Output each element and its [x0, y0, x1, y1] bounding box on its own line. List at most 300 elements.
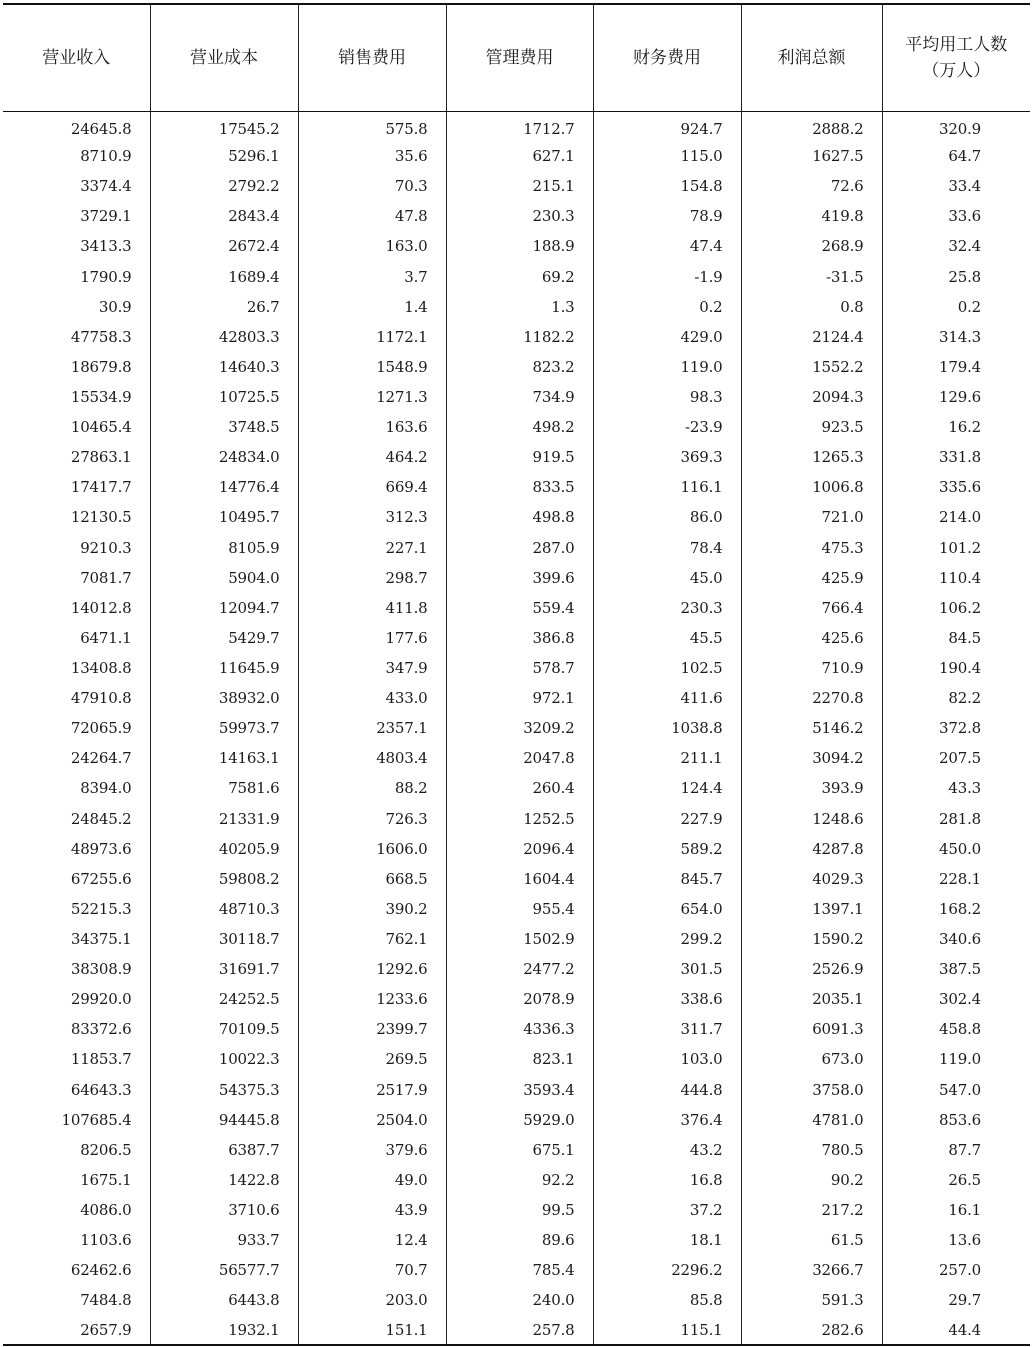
table-cell: 547.0	[939, 1080, 981, 1099]
table-cell: 933.7	[150, 1225, 298, 1255]
table-cell: 726.3	[298, 804, 446, 834]
table-cell: 26.7	[150, 292, 298, 322]
table-cell: 227.9	[593, 804, 741, 834]
table-cell: 589.2	[593, 834, 741, 864]
table-cell: 3266.7	[741, 1255, 882, 1285]
table-row	[3, 593, 1030, 623]
table-cell: 475.3	[741, 533, 882, 563]
table-cell: 1006.8	[741, 472, 882, 502]
table-cell: 2843.4	[150, 201, 298, 231]
table-cell: 340.6	[939, 930, 981, 948]
table-cell: 163.6	[298, 412, 446, 442]
table-row	[3, 653, 1030, 683]
table-cell: 9210.3	[3, 533, 150, 563]
table-cell: 433.0	[298, 683, 446, 713]
table-row	[3, 834, 1030, 864]
table-cell: 106.2	[939, 598, 981, 617]
table-cell: 411.6	[593, 683, 741, 713]
table-cell: 72.6	[741, 171, 882, 201]
table-cell: 2270.8	[741, 683, 882, 713]
table-cell: 7581.6	[150, 773, 298, 803]
table-cell: 260.4	[446, 773, 593, 803]
table-cell: 40205.9	[150, 834, 298, 864]
table-cell: 5146.2	[741, 713, 882, 743]
table-cell: 498.2	[446, 412, 593, 442]
table-cell: 228.1	[939, 869, 981, 888]
table-cell: 390.2	[298, 894, 446, 924]
table-cell: -1.9	[593, 262, 741, 292]
table-row	[3, 1225, 1030, 1255]
table-cell: 2888.2	[741, 111, 882, 141]
table-cell: 5904.0	[150, 563, 298, 593]
table-cell: 12094.7	[150, 593, 298, 623]
table-cell: 2517.9	[298, 1075, 446, 1105]
table-cell: 3593.4	[446, 1075, 593, 1105]
table-cell: 24252.5	[150, 984, 298, 1014]
table-cell: 17545.2	[150, 111, 298, 141]
table-cell: 3748.5	[150, 412, 298, 442]
table-cell: 1790.9	[3, 262, 150, 292]
table-cell: 3729.1	[3, 201, 150, 231]
table-cell: 5929.0	[446, 1105, 593, 1135]
table-cell: 1590.2	[741, 924, 882, 954]
table-cell: 823.1	[446, 1044, 593, 1074]
table-cell: 12130.5	[3, 502, 150, 532]
table-cell: 372.8	[939, 719, 981, 738]
table-cell: 215.1	[446, 171, 593, 201]
table-cell: 47.8	[298, 201, 446, 231]
table-row	[3, 292, 1030, 322]
table-cell: 42803.3	[150, 322, 298, 352]
table-cell: 217.2	[741, 1195, 882, 1225]
table-cell: 88.2	[298, 773, 446, 803]
table-cell: 1502.9	[446, 924, 593, 954]
table-cell: 311.7	[593, 1014, 741, 1044]
table-cell: 281.8	[939, 809, 981, 828]
table-cell: 24645.8	[3, 111, 150, 141]
table-cell: 923.5	[741, 412, 882, 442]
table-cell: 320.9	[939, 120, 981, 139]
table-cell: 833.5	[446, 472, 593, 502]
table-cell: 314.3	[939, 327, 981, 346]
table-cell: 2047.8	[446, 743, 593, 773]
table-row	[3, 804, 1030, 834]
table-row	[3, 1285, 1030, 1315]
table-cell: 179.4	[939, 357, 981, 376]
table-cell: 780.5	[741, 1135, 882, 1165]
table-cell: 1103.6	[3, 1225, 150, 1255]
table-cell: 2124.4	[741, 322, 882, 352]
table-cell: 101.2	[939, 538, 981, 557]
table-cell: 853.6	[939, 1110, 981, 1129]
table-cell: 17417.7	[3, 472, 150, 502]
table-row	[3, 563, 1030, 593]
table-cell: 59973.7	[150, 713, 298, 743]
table-cell: 673.0	[741, 1044, 882, 1074]
table-cell: 54375.3	[150, 1075, 298, 1105]
table-cell: 4029.3	[741, 864, 882, 894]
table-cell: 48710.3	[150, 894, 298, 924]
table-cell: 1248.6	[741, 804, 882, 834]
table-cell: 6091.3	[741, 1014, 882, 1044]
table-cell: 2526.9	[741, 954, 882, 984]
table-cell: 269.5	[298, 1044, 446, 1074]
table-row	[3, 1014, 1030, 1044]
table-cell: 919.5	[446, 442, 593, 472]
table-cell: 429.0	[593, 322, 741, 352]
table-cell: 627.1	[446, 141, 593, 171]
table-cell: 24845.2	[3, 804, 150, 834]
table-cell: 59808.2	[150, 864, 298, 894]
table-cell: 3209.2	[446, 713, 593, 743]
table-cell: 2657.9	[3, 1315, 150, 1345]
table-row	[3, 894, 1030, 924]
table-row	[3, 924, 1030, 954]
table-cell: 444.8	[593, 1075, 741, 1105]
table-cell: 25.8	[948, 267, 981, 286]
table-row	[3, 623, 1030, 653]
table-cell: 2672.4	[150, 231, 298, 261]
table-cell: 47.4	[593, 231, 741, 261]
table-row	[3, 1105, 1030, 1135]
table-cell: 70.7	[298, 1255, 446, 1285]
table-cell: 4086.0	[3, 1195, 150, 1225]
table-row	[3, 954, 1030, 984]
table-cell: 34375.1	[3, 924, 150, 954]
table-cell: 87.7	[948, 1140, 981, 1159]
table-cell: 24834.0	[150, 442, 298, 472]
table-cell: 578.7	[446, 653, 593, 683]
table-cell: 119.0	[593, 352, 741, 382]
table-row	[3, 442, 1030, 472]
table-cell: 1292.6	[298, 954, 446, 984]
table-cell: 163.0	[298, 231, 446, 261]
table-cell: 7484.8	[3, 1285, 150, 1315]
table-cell: 8710.9	[3, 141, 150, 171]
table-cell: 45.5	[593, 623, 741, 653]
table-cell: 48973.6	[3, 834, 150, 864]
table-cell: 6471.1	[3, 623, 150, 653]
table-cell: 3710.6	[150, 1195, 298, 1225]
table-cell: 230.3	[446, 201, 593, 231]
table-cell: 710.9	[741, 653, 882, 683]
table-cell: 4803.4	[298, 743, 446, 773]
table-cell: 29920.0	[3, 984, 150, 1014]
table-cell: 425.9	[741, 563, 882, 593]
table-cell: 6443.8	[150, 1285, 298, 1315]
table-cell: 190.4	[939, 659, 981, 678]
table-cell: 3374.4	[3, 171, 150, 201]
table-cell: 13.6	[948, 1231, 981, 1250]
table-cell: 43.2	[593, 1135, 741, 1165]
table-cell: 331.8	[939, 448, 981, 467]
table-cell: 268.9	[741, 231, 882, 261]
table-cell: 845.7	[593, 864, 741, 894]
table-cell: 10465.4	[3, 412, 150, 442]
table-cell: 1252.5	[446, 804, 593, 834]
table-cell: 7081.7	[3, 563, 150, 593]
table-cell: 575.8	[298, 111, 446, 141]
table-row	[3, 1075, 1030, 1105]
table-cell: 8394.0	[3, 773, 150, 803]
table-row	[3, 502, 1030, 532]
table-cell: 78.9	[593, 201, 741, 231]
table-cell: 287.0	[446, 533, 593, 563]
table-cell: 14776.4	[150, 472, 298, 502]
table-row	[3, 352, 1030, 382]
table-cell: 4781.0	[741, 1105, 882, 1135]
table-cell: 43.3	[948, 779, 981, 798]
table-cell: 1689.4	[150, 262, 298, 292]
table-cell: 1038.8	[593, 713, 741, 743]
table-cell: 0.2	[593, 292, 741, 322]
table-cell: 211.1	[593, 743, 741, 773]
table-cell: 47910.8	[3, 683, 150, 713]
table-cell: 29.7	[948, 1291, 981, 1310]
table-row	[3, 1195, 1030, 1225]
table-cell: 30.9	[3, 292, 150, 322]
table-cell: 3094.2	[741, 743, 882, 773]
table-row	[3, 171, 1030, 201]
table-cell: 16.8	[593, 1165, 741, 1195]
table-cell: 376.4	[593, 1105, 741, 1135]
table-cell: 1675.1	[3, 1165, 150, 1195]
table-cell: 67255.6	[3, 864, 150, 894]
table-row	[3, 1315, 1030, 1345]
table-cell: 102.5	[593, 653, 741, 683]
table-cell: 33.4	[948, 177, 981, 196]
header-admin-expense: 管理费用	[446, 4, 593, 111]
table-cell: 1182.2	[446, 322, 593, 352]
table-row	[3, 111, 1030, 141]
table-cell: 1233.6	[298, 984, 446, 1014]
table-cell: 8105.9	[150, 533, 298, 563]
table-cell: 13408.8	[3, 653, 150, 683]
table-cell: 90.2	[741, 1165, 882, 1195]
table-cell: 734.9	[446, 382, 593, 412]
table-cell: 43.9	[298, 1195, 446, 1225]
table-cell: 766.4	[741, 593, 882, 623]
table-cell: 312.3	[298, 502, 446, 532]
table-cell: 2078.9	[446, 984, 593, 1014]
table-row	[3, 864, 1030, 894]
table-cell: -23.9	[593, 412, 741, 442]
table-row	[3, 141, 1030, 171]
table-row	[3, 533, 1030, 563]
table-cell: 99.5	[446, 1195, 593, 1225]
table-cell: 301.5	[593, 954, 741, 984]
table-row	[3, 984, 1030, 1014]
table-cell: 464.2	[298, 442, 446, 472]
table-cell: 0.2	[957, 297, 981, 316]
table-cell: 5296.1	[150, 141, 298, 171]
table-cell: 1712.7	[446, 111, 593, 141]
table-row	[3, 201, 1030, 231]
table-cell: 257.0	[939, 1261, 981, 1280]
table-cell: 70109.5	[150, 1014, 298, 1044]
table-row	[3, 412, 1030, 442]
table-cell: 1397.1	[741, 894, 882, 924]
table-cell: 188.9	[446, 231, 593, 261]
table-cell: 16.1	[948, 1200, 981, 1219]
table-row	[3, 231, 1030, 261]
table-cell: 78.4	[593, 533, 741, 563]
table-cell: 2477.2	[446, 954, 593, 984]
table-cell: 369.3	[593, 442, 741, 472]
table-cell: 498.8	[446, 502, 593, 532]
table-cell: 3758.0	[741, 1075, 882, 1105]
table-cell: 1271.3	[298, 382, 446, 412]
table-cell: 94445.8	[150, 1105, 298, 1135]
table-row	[3, 773, 1030, 803]
table-cell: 116.1	[593, 472, 741, 502]
table-cell: 129.6	[939, 388, 981, 407]
table-cell: 347.9	[298, 653, 446, 683]
table-cell: 69.2	[446, 262, 593, 292]
table-cell: 83372.6	[3, 1014, 150, 1044]
table-cell: 14012.8	[3, 593, 150, 623]
table-cell: 10022.3	[150, 1044, 298, 1074]
table-cell: 458.8	[939, 1020, 981, 1039]
table-cell: 15534.9	[3, 382, 150, 412]
table-cell: 38932.0	[150, 683, 298, 713]
table-cell: 2096.4	[446, 834, 593, 864]
table-cell: 302.4	[939, 990, 981, 1009]
table-cell: 64643.3	[3, 1075, 150, 1105]
table-cell: 110.4	[939, 568, 981, 587]
table-cell: 1422.8	[150, 1165, 298, 1195]
header-cost: 营业成本	[150, 4, 298, 111]
table-cell: 62462.6	[3, 1255, 150, 1285]
table-cell: 177.6	[298, 623, 446, 653]
table-cell: 115.0	[593, 141, 741, 171]
table-cell: 785.4	[446, 1255, 593, 1285]
table-cell: 24264.7	[3, 743, 150, 773]
table-cell: 654.0	[593, 894, 741, 924]
table-cell: 4336.3	[446, 1014, 593, 1044]
table-cell: 1606.0	[298, 834, 446, 864]
table-cell: 52215.3	[3, 894, 150, 924]
table-cell: 721.0	[741, 502, 882, 532]
table-cell: 399.6	[446, 563, 593, 593]
table-cell: 411.8	[298, 593, 446, 623]
table-cell: 257.8	[446, 1315, 593, 1345]
table-cell: 98.3	[593, 382, 741, 412]
table-cell: 8206.5	[3, 1135, 150, 1165]
table-cell: 72065.9	[3, 713, 150, 743]
table-cell: 103.0	[593, 1044, 741, 1074]
table-cell: 419.8	[741, 201, 882, 231]
table-cell: 44.4	[882, 1315, 1030, 1345]
table-cell: 2357.1	[298, 713, 446, 743]
table-cell: 86.0	[593, 502, 741, 532]
table-cell: 668.5	[298, 864, 446, 894]
table-cell: 335.6	[939, 478, 981, 497]
table-cell: 6387.7	[150, 1135, 298, 1165]
table-cell: 955.4	[446, 894, 593, 924]
table-cell: 16.2	[948, 418, 981, 437]
table-cell: 203.0	[298, 1285, 446, 1315]
table-cell: 240.0	[446, 1285, 593, 1315]
table-header	[3, 4, 1030, 111]
table-cell: 924.7	[593, 111, 741, 141]
table-cell: 1627.5	[741, 141, 882, 171]
table-cell: 1172.1	[298, 322, 446, 352]
table-cell: 14163.1	[150, 743, 298, 773]
header-total-profit: 利润总额	[741, 4, 882, 111]
table-cell: 393.9	[741, 773, 882, 803]
table-cell: 11853.7	[3, 1044, 150, 1074]
table-cell: 0.8	[741, 292, 882, 322]
table-cell: 3413.3	[3, 231, 150, 261]
table-cell: 299.2	[593, 924, 741, 954]
table-body	[3, 111, 1030, 1345]
table-cell: 972.1	[446, 683, 593, 713]
table-cell: 3.7	[298, 262, 446, 292]
table-cell: 1.3	[446, 292, 593, 322]
table-cell: 31691.7	[150, 954, 298, 984]
table-cell: 26.5	[948, 1170, 981, 1189]
table-cell: 10725.5	[150, 382, 298, 412]
table-cell: 10495.7	[150, 502, 298, 532]
table-cell: 2792.2	[150, 171, 298, 201]
header-avg-employees-unit: （万人）	[922, 60, 991, 81]
header-revenue: 营业收入	[3, 4, 150, 111]
table-cell: 82.2	[948, 689, 981, 708]
table-cell: 425.6	[741, 623, 882, 653]
table-cell: 56577.7	[150, 1255, 298, 1285]
header-sales-expense: 销售费用	[298, 4, 446, 111]
table-cell: 230.3	[593, 593, 741, 623]
table-cell: -31.5	[741, 262, 882, 292]
table-cell: 386.8	[446, 623, 593, 653]
table-cell: 45.0	[593, 563, 741, 593]
table-cell: 18679.8	[3, 352, 150, 382]
table-cell: 85.8	[593, 1285, 741, 1315]
statistics-table	[3, 3, 1030, 1346]
table-row	[3, 1165, 1030, 1195]
table-cell: 124.4	[593, 773, 741, 803]
table-cell: 5429.7	[150, 623, 298, 653]
table-cell: 27863.1	[3, 442, 150, 472]
table-cell: 168.2	[939, 899, 981, 918]
table-cell: 49.0	[298, 1165, 446, 1195]
table-row	[3, 262, 1030, 292]
table-cell: 823.2	[446, 352, 593, 382]
table-cell: 227.1	[298, 533, 446, 563]
table-cell: 84.5	[948, 628, 981, 647]
table-cell: 64.7	[948, 147, 981, 166]
table-cell: 119.0	[939, 1050, 981, 1069]
table-cell: 18.1	[593, 1225, 741, 1255]
table-cell: 107685.4	[3, 1105, 150, 1135]
table-cell: 1548.9	[298, 352, 446, 382]
header-avg-employees	[882, 4, 1030, 111]
table-cell: 2035.1	[741, 984, 882, 1014]
table-cell: 4287.8	[741, 834, 882, 864]
table-row	[3, 472, 1030, 502]
table-cell: 1.4	[298, 292, 446, 322]
table-cell: 32.4	[948, 237, 981, 256]
table-cell: 115.1	[593, 1315, 741, 1345]
table-row	[3, 743, 1030, 773]
table-cell: 35.6	[298, 141, 446, 171]
table-cell: 559.4	[446, 593, 593, 623]
table-cell: 675.1	[446, 1135, 593, 1165]
table-cell: 591.3	[741, 1285, 882, 1315]
table-cell: 450.0	[939, 839, 981, 858]
table-cell: 298.7	[298, 563, 446, 593]
